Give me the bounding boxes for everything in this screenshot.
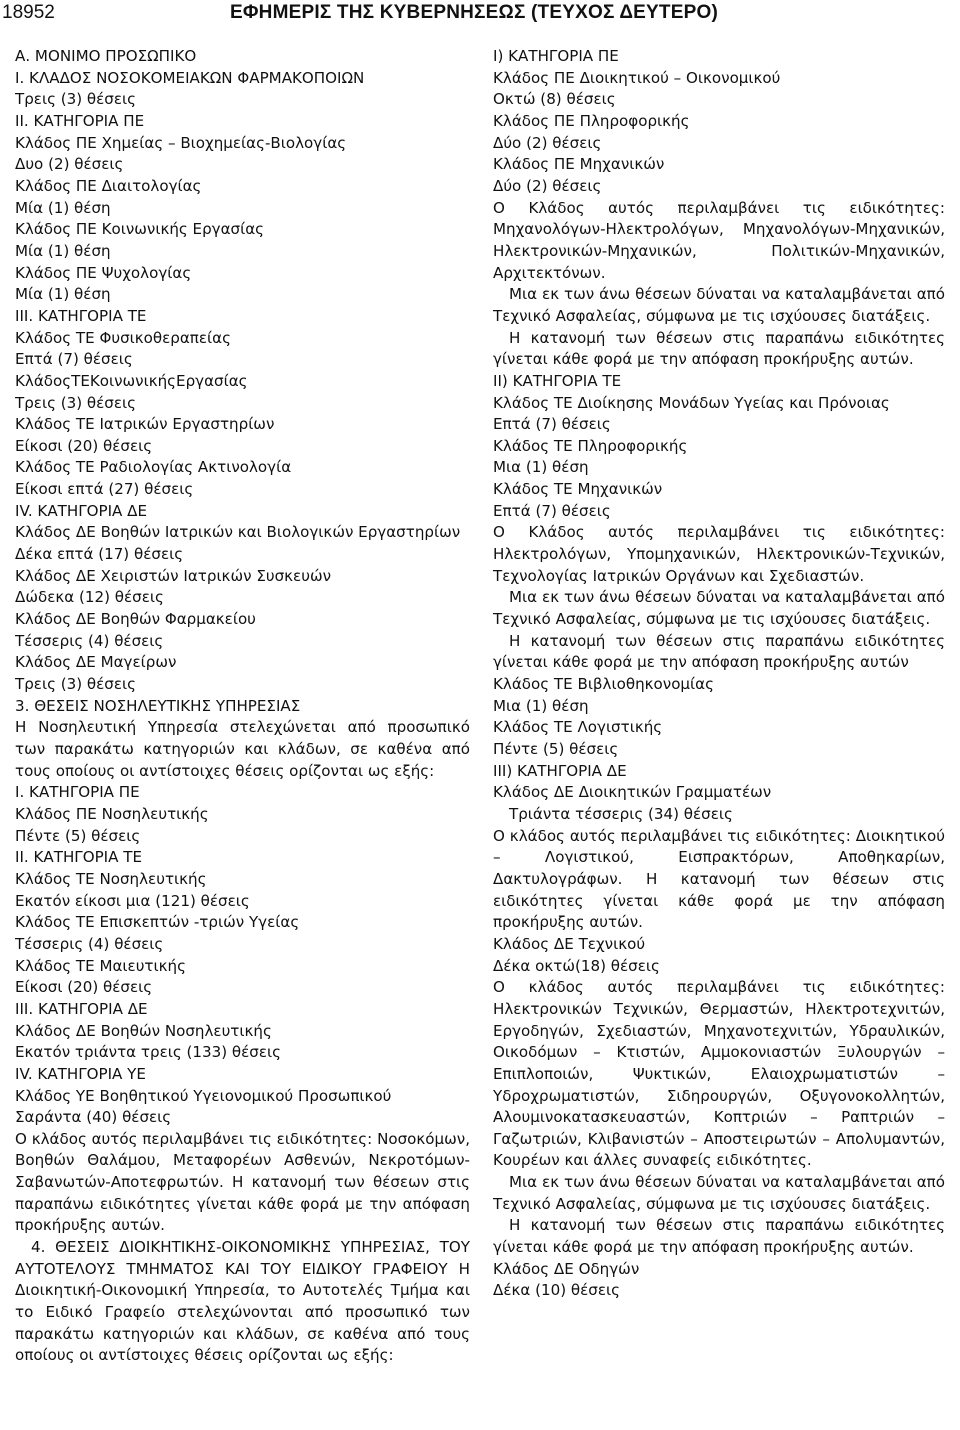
paragraph: Μια (1) θέση bbox=[493, 458, 589, 477]
paragraph: ΙΙΙ. ΚΑΤΗΓΟΡΙΑ ΔΕ bbox=[15, 999, 148, 1018]
paragraph: Μια εκ των άνω θέσεων δύναται να καταλαμβάνεται από Τεχνικό Ασφαλείας, σύμφωνα με τις ισχύουσες διατάξεις. bbox=[493, 285, 945, 325]
paragraph: ΙΙ) ΚΑΤΗΓΟΡΙΑ ΤΕ bbox=[493, 371, 622, 390]
page-number: 18952 bbox=[2, 2, 55, 23]
paragraph: ΚλάδοςΤΕΚοινωνικήςΕργασίας bbox=[15, 371, 248, 390]
paragraph: ΙΙΙ. ΚΑΤΗΓΟΡΙΑ ΤΕ bbox=[15, 306, 147, 325]
paragraph: Η Νοσηλευτική Υπηρεσία στελεχώνεται από προσωπικό των παρακάτω κατηγοριών και κλάδων, σε καθένα από τους οποίους οι αντίστοιχες θέσεις ορίζονται ως εξής: bbox=[15, 718, 470, 780]
paragraph: 3. ΘΕΣΕΙΣ ΝΟΣΗΛΕΥΤΙΚΗΣ ΥΠΗΡΕΣΙΑΣ bbox=[15, 696, 301, 715]
paragraph: Κλάδος ΔΕ Βοηθών Φαρμακείου bbox=[15, 610, 256, 629]
paragraph: Μια εκ των άνω θέσεων δύναται να καταλαμβάνεται από Τεχνικό Ασφαλείας, σύμφωνα με τις ισχύουσες διατάξεις. bbox=[493, 588, 945, 629]
paragraph: Οκτώ (8) θέσεις bbox=[493, 90, 616, 109]
paragraph: Κλάδος ΤΕ Λογιστικής bbox=[493, 718, 663, 737]
paragraph: Τέσσερις (4) θέσεις bbox=[15, 631, 164, 650]
paragraph: Κλάδος ΤΕ Διοίκησης Μονάδων Υγείας και Πρόνοιας bbox=[493, 393, 890, 412]
paragraph: Κλάδος ΔΕ Τεχνικού bbox=[493, 934, 646, 953]
paragraph: Κλάδος ΠΕ Νοσηλευτικής bbox=[15, 804, 209, 823]
paragraph: Κλάδος ΤΕ Ραδιολογίας Ακτινολογία bbox=[15, 458, 292, 477]
paragraph: Σαράντα (40) θέσεις bbox=[15, 1108, 172, 1127]
paragraph: Πέντε (5) θέσεις bbox=[493, 740, 619, 758]
gazette-title: ΕΦΗΜΕΡΙΣ ΤΗΣ ΚΥΒΕΡΝΗΣΕΩΣ (ΤΕΥΧΟΣ ΔΕΥΤΕΡΟ) bbox=[230, 2, 718, 23]
paragraph: Ι) ΚΑΤΗΓΟΡΙΑ ΠΕ bbox=[493, 47, 619, 65]
paragraph: Κλάδος ΤΕ Νοσηλευτικής bbox=[15, 869, 207, 888]
paragraph: Κλάδος ΤΕ Βιβλιοθηκονομίας bbox=[493, 675, 714, 694]
paragraph: Κλάδος ΤΕ Μαιευτικής bbox=[15, 956, 186, 975]
paragraph: Κλάδος ΔΕ Βοηθών Νοσηλευτικής bbox=[15, 1021, 272, 1040]
paragraph: Α. ΜΟΝΙΜΟ ΠΡΟΣΩΠΙΚΟ bbox=[15, 47, 197, 65]
paragraph: Κλάδος ΤΕ Φυσικοθεραπείας bbox=[15, 328, 231, 347]
paragraph: ΙΙ. ΚΑΤΗΓΟΡΙΑ ΤΕ bbox=[15, 848, 143, 867]
paragraph: Κλάδος ΔΕ Βοηθών Ιατρικών και Βιολογικών Εργαστηρίων bbox=[15, 523, 461, 542]
paragraph: Τρεις (3) θέσεις bbox=[15, 675, 136, 694]
paragraph: Τρεις (3) θέσεις bbox=[15, 393, 136, 412]
paragraph: ΙΙ. ΚΑΤΗΓΟΡΙΑ ΠΕ bbox=[15, 111, 145, 130]
paragraph: Κλάδος ΔΕ Μαγείρων bbox=[15, 653, 177, 672]
paragraph: Κλάδος ΠΕ Διοικητικού – Οικονομικού bbox=[493, 68, 781, 87]
paragraph: Κλάδος ΔΕ Χειριστών Ιατρικών Συσκευών bbox=[15, 566, 332, 585]
paragraph: Ο Κλάδος αυτός περιλαμβάνει τις ειδικότητες: Μηχανολόγων-Ηλεκτρολόγων, Μηχανολόγων-Μηχανικών, Ηλεκτρονικών-Μηχανικών, Πολιτικών-Μηχανικών, Αρχιτεκτόνων. bbox=[493, 198, 945, 282]
paragraph: Δύο (2) θέσεις bbox=[493, 133, 602, 152]
paragraph: Ο Κλάδος αυτός περιλαμβάνει τις ειδικότητες: Ηλεκτρολόγων, Υπομηχανικών, Ηλεκτρονικών-Τεχνικών, Τεχνολογίας Ιατρικών Οργάνων και Σχεδιαστών. bbox=[493, 523, 945, 585]
paragraph: Η κατανομή των θέσεων στις παραπάνω ειδικότητες γίνεται κάθε φορά με την απόφαση προκήρυξης αυτών bbox=[493, 631, 945, 672]
paragraph: Ι. ΚΛΑΔΟΣ ΝΟΣΟΚΟΜΕΙΑΚΩΝ ΦΑΡΜΑΚΟΠΟΙΩΝ bbox=[15, 68, 365, 87]
paragraph: Κλάδος ΠΕ Χημείας – Βιοχημείας-Βιολογίας bbox=[15, 133, 347, 152]
paragraph: Δέκα (10) θέσεις bbox=[493, 1281, 620, 1300]
paragraph: Κλάδος ΠΕ Πληροφορικής bbox=[493, 111, 690, 130]
paragraph: ΙV. ΚΑΤΗΓΟΡΙΑ ΔΕ bbox=[15, 501, 148, 520]
paragraph: Τριάντα τέσσερις (34) θέσεις bbox=[509, 804, 733, 823]
paragraph: ΙΙΙ) ΚΑΤΗΓΟΡΙΑ ΔΕ bbox=[493, 761, 627, 780]
paragraph: Μία (1) θέση bbox=[15, 198, 111, 217]
paragraph: Επτά (7) θέσεις bbox=[15, 350, 133, 369]
paragraph: Ο κλάδος αυτός περιλαμβάνει τις ειδικότητες: Νοσοκόμων, Βοηθών Θαλάμου, Μεταφορέων Ασθενών, Νεκροτόμων-Σαβανωτών-Αποτεφρωτών. Η κατανομή των θέσεων στις παραπάνω ειδικότητες γίνεται κάθε φορά με την απόφαση προκήρυξης αυτών. bbox=[15, 1129, 470, 1235]
paragraph: Κλάδος ΤΕ Ιατρικών Εργαστηρίων bbox=[15, 415, 275, 434]
paragraph: Επτά (7) θέσεις bbox=[493, 415, 611, 434]
paragraph: Κλάδος ΠΕ Μηχανικών bbox=[493, 155, 665, 174]
paragraph: Κλάδος ΤΕ Επισκεπτών -τριών Υγείας bbox=[15, 913, 300, 932]
paragraph: Ι. ΚΑΤΗΓΟΡΙΑ ΠΕ bbox=[15, 783, 140, 802]
paragraph: Δυο (2) θέσεις bbox=[15, 155, 124, 174]
paragraph: Είκοσι (20) θέσεις bbox=[15, 436, 153, 455]
paragraph: Η κατανομή των θέσεων στις παραπάνω ειδικότητες γίνεται κάθε φορά με την απόφαση προκήρυξης αυτών. bbox=[493, 328, 945, 369]
paragraph: 4. ΘΕΣΕΙΣ ΔΙΟΙΚΗΤΙΚΗΣ-ΟΙΚΟΝΟΜΙΚΗΣ ΥΠΗΡΕΣΙΑΣ, ΤΟΥ ΑΥΤΟΤΕΛΟΥΣ ΤΜΗΜΑΤΟΣ ΚΑΙ ΤΟΥ ΕΙΔΙΚΟΥ ΓΡΑΦΕΙΟΥ Η Διοικητική-Οικονομική Υπηρεσία, το Αυτοτελές Τμήμα και το Ειδικό Γραφείο στελεχώνονται από προσωπικό των παρακάτω κατηγοριών και κλάδων, σε καθένα από τους οποίους οι αντίστοιχες θέσεις ορίζονται ως εξής: bbox=[15, 1238, 470, 1365]
paragraph: Επτά (7) θέσεις bbox=[493, 501, 611, 520]
paragraph: Ο κλάδος αυτός περιλαμβάνει τις ειδικότητες: Ηλεκτρονικών Τεχνικών, Θερμαστών, Ηλεκτροτεχνιτών, Εργοδηγών, Σχεδιαστών, Μηχανοτεχνιτών, Υδραυλικών, Οικοδόμων – Κτιστών, Αμμοκονιαστών Ξυλουργών – Επιπλοποιών, Ψυκτικών, Ελαιοχρωματιστών – Υδροχρωματιστών, Σιδηρουργών, Οξυγονοκολλητών, Αλουμινοκατασκευαστών, Κοπτριών – Ραπτριών – Γαζωτριών, Κλιβανιστών – Αποστειρωτών – Απολυμαντών, Κουρέων και άλλες συναφείς ειδικότητες. bbox=[493, 978, 945, 1170]
paragraph: Δύο (2) θέσεις bbox=[493, 176, 602, 195]
paragraph: Είκοσι επτά (27) θέσεις bbox=[15, 480, 194, 499]
paragraph: Δέκα επτά (17) θέσεις bbox=[15, 545, 184, 564]
paragraph: Κλάδος ΥΕ Βοηθητικού Υγειονομικού Προσωπικού bbox=[15, 1086, 392, 1105]
paragraph: Κλάδος ΤΕ Πληροφορικής bbox=[493, 436, 688, 455]
paragraph: Κλάδος ΠΕ Κοινωνικής Εργασίας bbox=[15, 220, 265, 239]
paragraph: Κλάδος ΔΕ Οδηγών bbox=[493, 1259, 640, 1278]
paragraph: Κλάδος ΔΕ Διοικητικών Γραμματέων bbox=[493, 783, 772, 802]
page-header bbox=[0, 0, 960, 30]
paragraph: Εκατόν είκοσι μια (121) θέσεις bbox=[15, 891, 250, 910]
paragraph: Ο κλάδος αυτός περιλαμβάνει τις ειδικότητες: Διοικητικού – Λογιστικού, Εισπρακτόρων, Αποθηκαρίων, Δακτυλογράφων. Η κατανομή των θέσεων στις ειδικότητες γίνεται κάθε φορά με την απόφαση προκήρυξης αυτών. bbox=[493, 826, 945, 932]
paragraph: Πέντε (5) θέσεις bbox=[15, 826, 141, 845]
paragraph: Είκοσι (20) θέσεις bbox=[15, 978, 153, 997]
paragraph: ΙV. ΚΑΤΗΓΟΡΙΑ ΥΕ bbox=[15, 1064, 146, 1083]
paragraph: Μία (1) θέση bbox=[15, 285, 111, 304]
paragraph: Κλάδος ΠΕ Διαιτολογίας bbox=[15, 176, 202, 195]
paragraph: Μια εκ των άνω θέσεων δύναται να καταλαμβάνεται από Τεχνικό Ασφαλείας, σύμφωνα με τις ισχύουσες διατάξεις. bbox=[493, 1173, 945, 1213]
paragraph: Μια (1) θέση bbox=[493, 696, 589, 715]
paragraph: Δέκα οκτώ(18) θέσεις bbox=[493, 956, 660, 975]
paragraph: Κλάδος ΠΕ Ψυχολογίας bbox=[15, 263, 192, 282]
left-column bbox=[15, 46, 470, 1367]
paragraph: Κλάδος ΤΕ Μηχανικών bbox=[493, 480, 663, 499]
paragraph: Εκατόν τριάντα τρεις (133) θέσεις bbox=[15, 1043, 281, 1062]
paragraph: Μία (1) θέση bbox=[15, 241, 111, 260]
right-column bbox=[493, 46, 945, 1302]
paragraph: Δώδεκα (12) θέσεις bbox=[15, 588, 164, 607]
paragraph: Τέσσερις (4) θέσεις bbox=[15, 934, 164, 953]
paragraph: Η κατανομή των θέσεων στις παραπάνω ειδικότητες γίνεται κάθε φορά με την απόφαση προκήρυξης αυτών. bbox=[493, 1216, 945, 1257]
paragraph: Τρεις (3) θέσεις bbox=[15, 90, 136, 109]
